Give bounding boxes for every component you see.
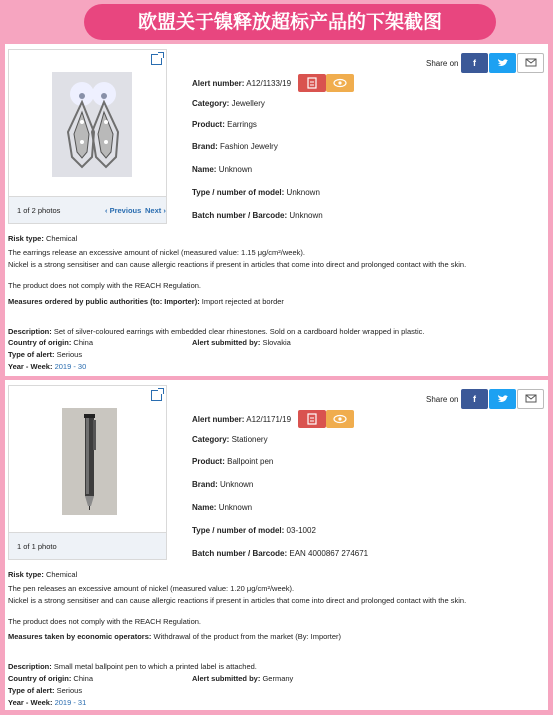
measures-label: Measures ordered by public authorities (to: Importer): <box>8 297 200 306</box>
product-row <box>192 457 273 466</box>
email-share-button[interactable] <box>517 389 544 409</box>
product-row <box>192 120 257 129</box>
origin-value: China <box>73 338 94 347</box>
product-value: Earrings <box>227 120 257 129</box>
next-label: Next <box>145 206 162 215</box>
view-button[interactable] <box>326 410 354 428</box>
risk-description-1: The pen releases an excessive amount of nickel (measured value: 1.20 μg/cm²/week). <box>8 584 295 593</box>
pen-image <box>62 408 117 515</box>
earrings-image <box>52 72 132 177</box>
origin-value: China <box>73 674 94 683</box>
category-label: Category: <box>192 435 230 444</box>
risk-type-label: Risk type: <box>8 570 44 579</box>
alert-type-row <box>8 685 543 696</box>
risk-type-row <box>8 569 543 580</box>
year-week-label: Year - Week: <box>8 698 53 707</box>
risk-type-label: Risk type: <box>8 234 44 243</box>
model-value: Unknown <box>286 188 320 197</box>
year-week-row <box>8 361 543 372</box>
alert-type-label: Type of alert: <box>8 350 55 359</box>
year-week-link[interactable]: 2019 - 30 <box>54 362 87 371</box>
external-link-icon[interactable] <box>151 54 162 65</box>
product-photo-pen[interactable] <box>62 408 117 515</box>
previous-label: Previous <box>109 206 142 215</box>
model-label: Type / number of model: <box>192 188 285 197</box>
alert-number-value: A12/1133/19 <box>246 79 292 88</box>
facebook-share-button[interactable] <box>461 53 488 73</box>
submitted-value: Slovakia <box>262 338 291 347</box>
name-label: Name: <box>192 165 217 174</box>
previous-photo-link[interactable]: ‹ Previous <box>105 206 142 215</box>
photo-count: 1 of 2 photos <box>17 206 61 215</box>
name-row <box>192 503 252 512</box>
measures-label: Measures taken by economic operators: <box>8 632 152 641</box>
photo-nav-bar <box>9 532 166 559</box>
twitter-icon <box>489 53 516 73</box>
twitter-icon <box>489 389 516 409</box>
alert-number-row <box>192 415 291 424</box>
alert-type-label: Type of alert: <box>8 686 55 695</box>
measures-row <box>8 631 543 642</box>
brand-label: Brand: <box>192 142 218 151</box>
origin-row <box>8 337 188 348</box>
batch-label: Batch number / Barcode: <box>192 211 288 220</box>
batch-label: Batch number / Barcode: <box>192 549 288 558</box>
name-value: Unknown <box>218 503 253 512</box>
photo-count: 1 of 1 photo <box>17 542 57 551</box>
pdf-icon <box>298 410 326 428</box>
category-row <box>192 99 265 108</box>
batch-row <box>192 211 323 220</box>
alert-number-label: Alert number: <box>192 415 245 424</box>
eye-icon <box>326 410 354 428</box>
product-photo-earrings[interactable] <box>52 72 132 177</box>
email-share-button[interactable] <box>517 53 544 73</box>
description-label: Description: <box>8 327 52 336</box>
photo-gallery <box>8 49 167 224</box>
alert-type-row <box>8 349 543 360</box>
origin-label: Country of origin: <box>8 338 72 347</box>
origin-row <box>8 673 188 684</box>
eye-icon <box>326 74 354 92</box>
facebook-share-button[interactable] <box>461 389 488 409</box>
twitter-share-button[interactable] <box>489 53 516 73</box>
category-row <box>192 435 268 444</box>
name-label: Name: <box>192 503 217 512</box>
share-label: Share on <box>426 59 459 68</box>
model-value: 03-1002 <box>286 526 316 535</box>
year-week-link[interactable]: 2019 - 31 <box>54 698 87 707</box>
external-link-icon[interactable] <box>151 390 162 401</box>
twitter-share-button[interactable] <box>489 389 516 409</box>
pdf-button[interactable] <box>298 410 326 428</box>
name-value: Unknown <box>218 165 253 174</box>
next-photo-link[interactable]: Next › <box>145 206 166 215</box>
alert-card-earrings <box>5 44 548 376</box>
view-button[interactable] <box>326 74 354 92</box>
facebook-icon: f <box>473 394 476 404</box>
pdf-icon <box>298 74 326 92</box>
risk-type-value: Chemical <box>45 234 78 243</box>
envelope-icon <box>518 390 543 408</box>
category-value: Stationery <box>231 435 268 444</box>
facebook-icon: f <box>473 58 476 68</box>
batch-row <box>192 549 368 558</box>
submitted-label: Alert submitted by: <box>192 674 261 683</box>
measures-value: Withdrawal of the product from the market (By: Importer) <box>153 632 342 641</box>
model-row <box>192 526 316 535</box>
banner-title: 欧盟关于镍释放超标产品的下架截图 <box>84 4 496 40</box>
category-label: Category: <box>192 99 230 108</box>
brand-label: Brand: <box>192 480 218 489</box>
year-week-label: Year - Week: <box>8 362 53 371</box>
brand-row <box>192 142 278 151</box>
description-value: Set of silver-coloured earrings with embedded clear rhinestones. Sold on a cardboard holder wrapped in plastic. <box>53 327 425 336</box>
batch-value: Unknown <box>289 211 323 220</box>
description-value: Small metal ballpoint pen to which a printed label is attached. <box>53 662 257 671</box>
photo-nav-bar <box>9 196 166 223</box>
name-row <box>192 165 252 174</box>
measures-row <box>8 296 543 307</box>
brand-value: Fashion Jewelry <box>220 142 278 151</box>
alert-number-value: A12/1171/19 <box>246 415 292 424</box>
brand-value: Unknown <box>220 480 254 489</box>
product-value: Ballpoint pen <box>227 457 274 466</box>
pdf-button[interactable] <box>298 74 326 92</box>
category-value: Jewellery <box>231 99 265 108</box>
description-label: Description: <box>8 662 52 671</box>
risk-description-2: Nickel is a strong sensitiser and can cause allergic reactions if present in articles that come into direct and prolonged contact with the skin. <box>8 260 467 269</box>
origin-label: Country of origin: <box>8 674 72 683</box>
risk-description-2: Nickel is a strong sensitiser and can cause allergic reactions if present in articles that come into direct and prolonged contact with the skin. <box>8 596 467 605</box>
regulation-text: The product does not comply with the REACH Regulation. <box>8 617 202 626</box>
alert-number-label: Alert number: <box>192 79 245 88</box>
share-label: Share on <box>426 395 459 404</box>
brand-row <box>192 480 253 489</box>
envelope-icon <box>518 54 543 72</box>
alert-number-row <box>192 79 291 88</box>
description-row <box>8 661 543 672</box>
product-label: Product: <box>192 457 225 466</box>
submitted-row <box>192 337 492 348</box>
product-label: Product: <box>192 120 225 129</box>
alert-type-value: Serious <box>56 686 83 695</box>
model-label: Type / number of model: <box>192 526 285 535</box>
submitted-label: Alert submitted by: <box>192 338 261 347</box>
year-week-row <box>8 697 543 708</box>
photo-gallery <box>8 385 167 560</box>
risk-type-row <box>8 233 543 244</box>
alert-type-value: Serious <box>56 350 83 359</box>
batch-value: EAN 4000867 274671 <box>289 549 369 558</box>
description-row <box>8 326 543 337</box>
alert-card-pen <box>5 380 548 710</box>
risk-description-1: The earrings release an excessive amount of nickel (measured value: 1.15 μg/cm²/week). <box>8 248 305 257</box>
measures-value: Import rejected at border <box>201 297 284 306</box>
submitted-value: Germany <box>262 674 294 683</box>
submitted-row <box>192 673 492 684</box>
regulation-text: The product does not comply with the REACH Regulation. <box>8 281 202 290</box>
model-row <box>192 188 320 197</box>
alerts-panel <box>5 44 548 710</box>
risk-type-value: Chemical <box>45 570 78 579</box>
